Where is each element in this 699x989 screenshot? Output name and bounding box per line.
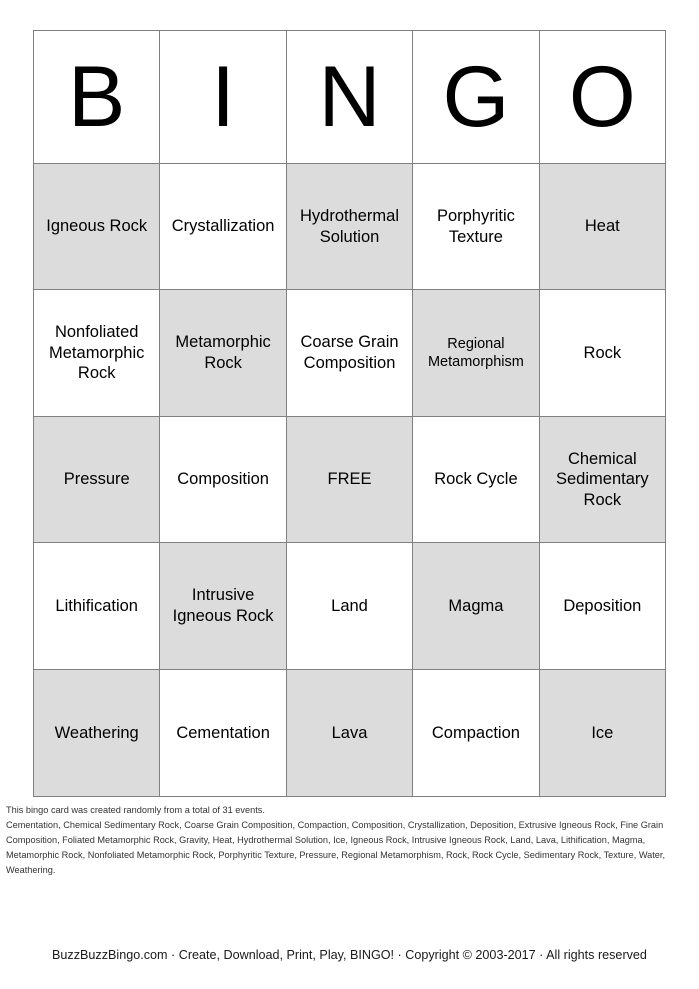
bingo-row [34,670,665,796]
bingo-cell[interactable]: Chemical Sedimentary Rock [540,417,665,543]
site-footer: BuzzBuzzBingo.com · Create, Download, Print, Play, BINGO! · Copyright © 2003-2017 · All rights reserved [52,948,647,962]
card-notes [6,803,693,878]
bingo-cell[interactable]: Heat [540,164,665,290]
bingo-cell[interactable]: Intrusive Igneous Rock [160,543,286,669]
bingo-header-letter-o: O [540,31,665,164]
bingo-cell[interactable]: Metamorphic Rock [160,290,286,416]
bingo-cell[interactable]: Magma [413,543,539,669]
bingo-cell[interactable]: Pressure [34,417,160,543]
bingo-cell[interactable]: Regional Metamorphism [413,290,539,416]
bingo-header-letter-b: B [34,31,160,164]
bingo-row [34,164,665,290]
bingo-cell[interactable]: Composition [160,417,286,543]
bingo-row [34,543,665,669]
bingo-row [34,290,665,416]
bingo-row [34,417,665,543]
bingo-cell[interactable]: Land [287,543,413,669]
bingo-cell[interactable]: Porphyritic Texture [413,164,539,290]
bingo-cell[interactable]: Lithification [34,543,160,669]
bingo-cell[interactable]: Nonfoliated Metamorphic Rock [34,290,160,416]
bingo-header-letter-n: N [287,31,413,164]
bingo-cell[interactable]: Coarse Grain Composition [287,290,413,416]
bingo-cell[interactable]: Deposition [540,543,665,669]
bingo-cell[interactable]: Rock Cycle [413,417,539,543]
bingo-cell[interactable]: Compaction [413,670,539,796]
bingo-cell-free[interactable]: FREE [287,417,413,543]
bingo-cell[interactable]: Rock [540,290,665,416]
bingo-header-letter-g: G [413,31,539,164]
bingo-cell[interactable]: Igneous Rock [34,164,160,290]
bingo-cell[interactable]: Hydrothermal Solution [287,164,413,290]
bingo-header-letter-i: I [160,31,286,164]
bingo-cell[interactable]: Crystallization [160,164,286,290]
bingo-cell[interactable]: Cementation [160,670,286,796]
bingo-cell[interactable]: Lava [287,670,413,796]
bingo-cell[interactable]: Ice [540,670,665,796]
card-events-list: Cementation, Chemical Sedimentary Rock, Coarse Grain Composition, Compaction, Composition, Crystallization, Deposition, Extrusive Igneous Rock, Fine Grain Composition, Foliated Metamorphic Rock, Gravity, Heat, Hydrothermal Solution, Ice, Igneous Rock, Intrusive Igneous Rock, Land, Lava, Lithification, Magma, Metamorphic Rock, Nonfoliated Metamorphic Rock, Porphyritic Texture, Pressure, Regional Metamorphism, Rock, Rock Cycle, Sedimentary Rock, Texture, Water, Weathering. [6,819,666,875]
card-summary-text: This bingo card was created randomly from a total of 31 events. [6,805,265,815]
bingo-header-row [34,31,665,164]
bingo-card [33,30,666,797]
bingo-cell[interactable]: Weathering [34,670,160,796]
